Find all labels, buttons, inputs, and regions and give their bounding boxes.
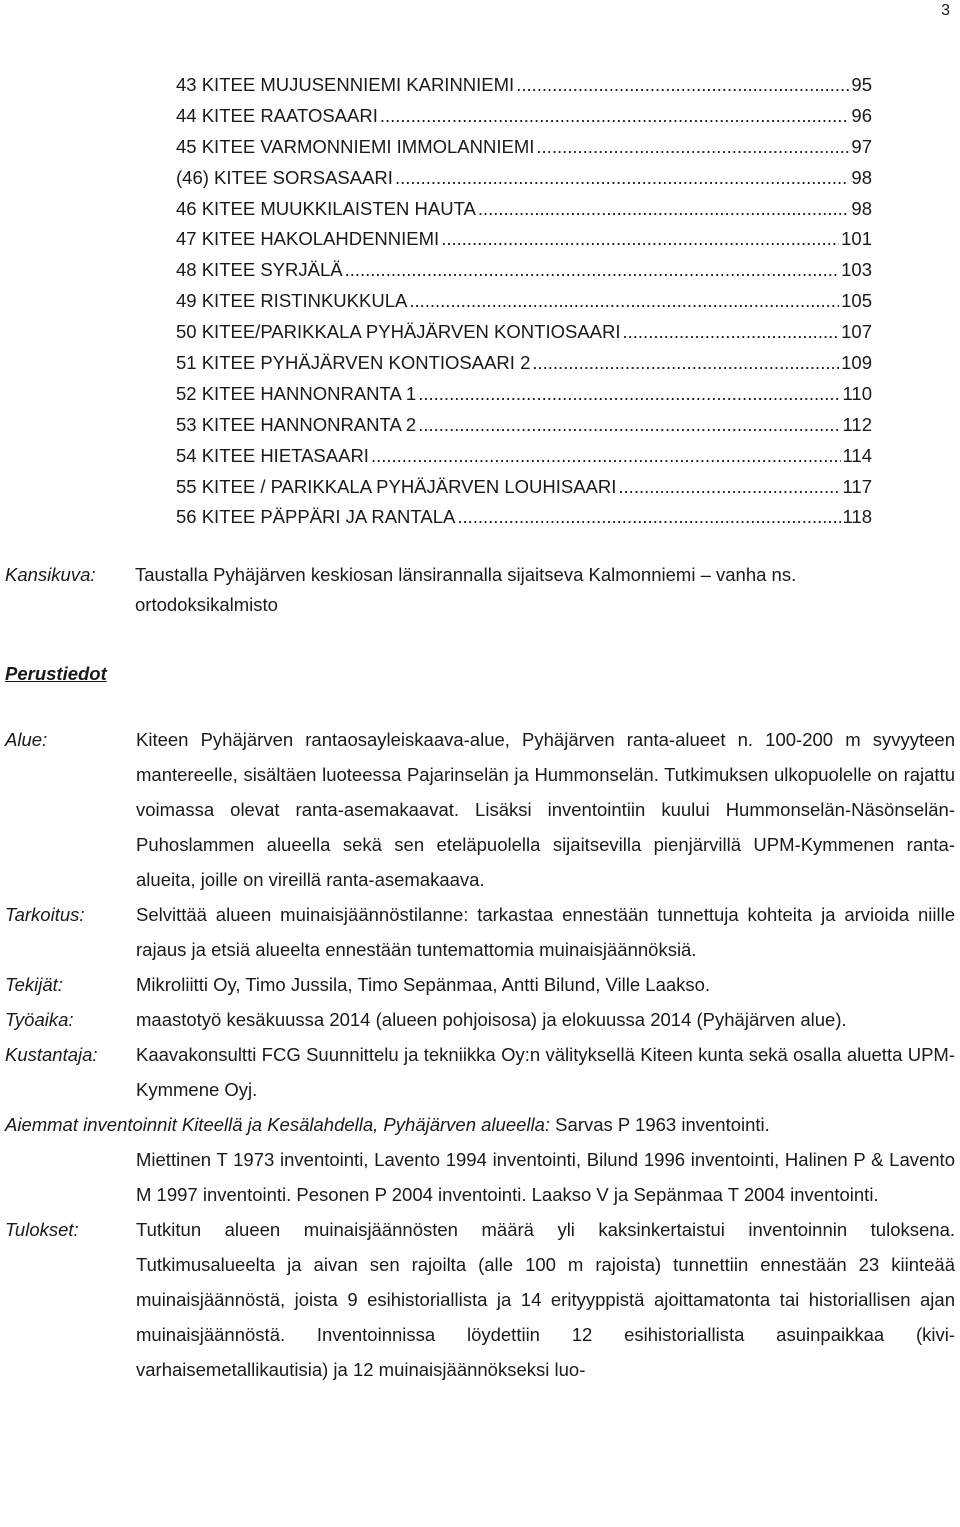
- toc-entry-title: 54 KITEE HIETASAARI: [176, 444, 369, 466]
- toc-entry[interactable]: [176, 502, 872, 533]
- toc-entry[interactable]: [176, 348, 872, 379]
- info-row-purpose: [5, 897, 955, 967]
- toc-entry-title: 46 KITEE MUUKKILAISTEN HAUTA: [176, 197, 476, 219]
- toc-entry[interactable]: [176, 410, 872, 441]
- toc-entry-page: 105: [841, 290, 872, 312]
- field-label: Alue:: [5, 729, 48, 750]
- toc-entry[interactable]: [176, 101, 872, 132]
- toc-entry-title: 50 KITEE/PARIKKALA PYHÄJÄRVEN KONTIOSAARI: [176, 321, 621, 343]
- toc-entry-page: 97: [851, 135, 872, 157]
- toc-entry[interactable]: [176, 163, 872, 194]
- toc-entry-title: 55 KITEE / PARIKKALA PYHÄJÄRVEN LOUHISAARI: [176, 475, 617, 497]
- info-row-authors: [5, 967, 955, 1002]
- toc-entry[interactable]: [176, 132, 872, 163]
- toc-entry-title: 43 KITEE MUJUSENNIEMI KARINNIEMI: [176, 74, 515, 95]
- toc-leader-dots: [623, 317, 840, 348]
- toc-entry-page: 109: [841, 352, 872, 374]
- toc-entry-title: (46) KITEE SORSASAARI: [176, 166, 393, 188]
- toc-entry-title: 45 KITEE VARMONNIEMI IMMOLANNIEMI: [176, 135, 535, 157]
- toc-entry-title: 48 KITEE SYRJÄLÄ: [176, 259, 343, 281]
- toc-entry-title: 56 KITEE PÄPPÄRI JA RANTALA: [176, 506, 456, 528]
- field-value: Tutkitun alueen muinaisjäännösten määrä yli kaksinkertaistui inventoinnin tuloksena. Tutkimusalueelta ja aivan sen rajoilta (alle 100 m rajoista) tunnettiin ennestään 23 kiinteää muinaisjäännöstä, joista 9 esihistoriallista ja 14 erityyppistä ajoittamatonta tai historiallisen ajan muinaisjäännöstä. Inventoinnissa löydettiin 12 esihistoriallista asuinpaikkaa (kivi-varhaisemetallikautisia) ja 12 muinaisjäännökseksi luo-: [136, 1219, 955, 1380]
- toc-entry[interactable]: [176, 472, 872, 503]
- field-value: Selvittää alueen muinaisjäännöstilanne: tarkastaa ennestään tunnettuja kohteita ja arvioida niille rajaus ja etsiä alueelta ennestään tuntemattomia muinaisjäännöksiä.: [136, 904, 955, 960]
- field-label: Tekijät:: [5, 974, 63, 995]
- info-row-area: [5, 722, 955, 897]
- toc-entry-page: 103: [841, 259, 872, 281]
- cover-caption-label: Kansikuva:: [5, 564, 96, 585]
- toc-entry-page: 98: [851, 197, 872, 219]
- toc-leader-dots: [380, 101, 850, 132]
- field-value: Kaavakonsultti FCG Suunnittelu ja tekniikka Oy:n välityksellä Kiteen kunta sekä osalla aluetta UPM-Kymmene Oyj.: [136, 1044, 955, 1100]
- toc-leader-dots: [618, 472, 840, 503]
- info-row-worktime: [5, 1002, 955, 1037]
- toc-leader-dots: [395, 163, 849, 194]
- toc-entry-title: 49 KITEE RISTINKUKKULA: [176, 290, 408, 312]
- toc-leader-dots: [345, 255, 840, 286]
- toc-entry-title: 52 KITEE HANNONRANTA 1: [176, 382, 417, 404]
- field-value: Kiteen Pyhäjärven rantaosayleiskaava-alue, Pyhäjärven ranta-alueet n. 100-200 m syvyyteen mantereelle, sisältäen luoteessa Pajarinselän ja Hummonselän. Tutkimuksen ulkopuolelle on rajattu voimassa olevat ranta-asemakaavat. Lisäksi inventointiin kuului Hummonselän-Näsönselän-Puhoslammen alueella sekä sen eteläpuolella sijaitsevilla pienjärvillä UPM-Kymmenen ranta-alueita, joille on vireillä ranta-asemakaava.: [136, 729, 955, 890]
- section-heading: Perustiedot: [5, 663, 107, 684]
- field-label: Kustantaja:: [5, 1044, 98, 1065]
- toc-entry-page: 118: [842, 506, 872, 528]
- toc-entry-title: 51 KITEE PYHÄJÄRVEN KONTIOSAARI 2: [176, 352, 531, 374]
- table-of-contents: [176, 70, 872, 533]
- info-row-results: [5, 1212, 955, 1387]
- toc-entry-page: 101: [841, 228, 872, 250]
- cover-caption: [5, 560, 955, 620]
- toc-entry[interactable]: [176, 286, 872, 317]
- toc-entry[interactable]: [176, 379, 872, 410]
- toc-leader-dots: [371, 441, 841, 472]
- previous-surveys-list: Miettinen T 1973 inventointi, Lavento 1994 inventointi, Bilund 1996 inventointi, Halinen P & Lavento M 1997 inventointi. Pesonen P 2004 inventointi. Laakso V ja Sepänmaa T 2004 inventointi.: [136, 1149, 955, 1205]
- toc-entry-page: 107: [841, 321, 872, 343]
- page-number: 3: [941, 2, 950, 19]
- info-row-publisher: [5, 1037, 955, 1107]
- toc-leader-dots: [409, 286, 839, 317]
- previous-surveys-label: Aiemmat inventoinnit Kiteellä ja Kesälahdella, Pyhäjärven alueella:: [5, 1114, 551, 1135]
- toc-leader-dots: [457, 502, 840, 533]
- toc-entry-page: 98: [851, 166, 872, 188]
- field-value: Mikroliitti Oy, Timo Jussila, Timo Sepänmaa, Antti Bilund, Ville Laakso.: [136, 974, 711, 995]
- toc-entry[interactable]: [176, 255, 872, 286]
- toc-entry[interactable]: [176, 70, 872, 101]
- field-value: maastotyö kesäkuussa 2014 (alueen pohjoisosa) ja elokuussa 2014 (Pyhäjärven alue).: [136, 1009, 847, 1030]
- toc-leader-dots: [418, 410, 840, 441]
- toc-leader-dots: [532, 348, 839, 379]
- toc-entry-title: 53 KITEE HANNONRANTA 2: [176, 413, 417, 435]
- toc-entry[interactable]: [176, 317, 872, 348]
- field-label: Työaika:: [5, 1009, 74, 1030]
- toc-entry-title: 47 KITEE HAKOLAHDENNIEMI: [176, 228, 440, 250]
- toc-leader-dots: [478, 194, 850, 225]
- toc-entry-page: 110: [842, 382, 872, 404]
- previous-surveys: [5, 1107, 955, 1212]
- previous-surveys-first: Sarvas P 1963 inventointi.: [550, 1114, 770, 1135]
- toc-entry-title: 44 KITEE RAATOSAARI: [176, 104, 378, 126]
- cover-caption-line: ortodoksikalmisto: [135, 594, 278, 615]
- toc-leader-dots: [441, 224, 839, 255]
- basic-info: [5, 722, 955, 1387]
- toc-entry-page: 96: [851, 104, 872, 126]
- toc-entry[interactable]: [176, 441, 872, 472]
- field-label: Tarkoitus:: [5, 904, 85, 925]
- toc-leader-dots: [418, 379, 840, 410]
- toc-entry[interactable]: [176, 194, 872, 225]
- cover-caption-line: Taustalla Pyhäjärven keskiosan länsirannalla sijaitseva Kalmonniemi – vanha ns.: [135, 564, 797, 585]
- toc-entry-page: 95: [851, 74, 872, 95]
- toc-entry[interactable]: [176, 224, 872, 255]
- toc-entry-page: 112: [842, 413, 872, 435]
- toc-entry-page: 117: [842, 475, 872, 497]
- toc-leader-dots: [516, 70, 849, 101]
- toc-entry-page: 114: [842, 444, 872, 466]
- field-label: Tulokset:: [5, 1219, 79, 1240]
- toc-leader-dots: [536, 132, 849, 163]
